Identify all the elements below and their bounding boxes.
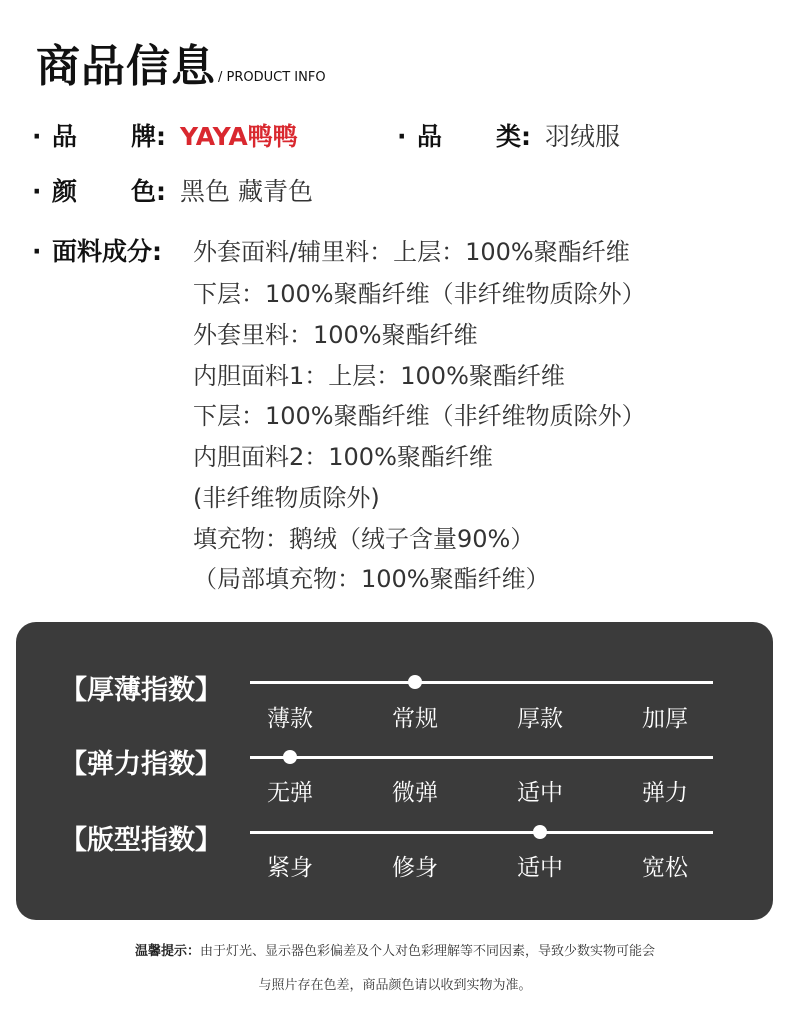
color-value: 黑色 藏青色	[180, 177, 313, 206]
notice-line-1	[0, 940, 790, 959]
category-row	[397, 122, 620, 152]
notice-line-2: 与照片存在色差，商品颜色请以收到实物为准。	[258, 978, 532, 993]
fit-option: 适中	[517, 855, 563, 881]
fabric-line: 下层：100%聚酯纤维（非纤维物质除外）	[193, 402, 646, 430]
elasticity-scale-marker	[283, 750, 297, 764]
color-row	[32, 177, 313, 207]
fabric-line: 外套面料/辅里料：上层：100%聚酯纤维	[193, 238, 630, 266]
notice-label: 温馨提示：	[134, 944, 200, 959]
fabric-line: 填充物：鹅绒（绒子含量90%）	[193, 525, 535, 553]
bullet: ·	[32, 122, 42, 151]
title-subtitle: / PRODUCT INFO	[218, 70, 326, 85]
category-label-2: 类:	[496, 122, 532, 151]
bullet: ·	[397, 122, 407, 151]
thickness-option: 薄款	[267, 706, 313, 732]
color-label-1: 颜	[52, 177, 78, 206]
category-label-1: 品	[417, 122, 443, 151]
fit-option: 修身	[392, 855, 438, 881]
fit-index-title: 【版型指数】	[60, 825, 222, 856]
color-label-2: 色:	[131, 177, 167, 206]
elasticity-index-title: 【弹力指数】	[60, 749, 222, 780]
fabric-line: 内胆面料1：上层：100%聚酯纤维	[193, 362, 565, 390]
fabric-line: （局部填充物：100%聚酯纤维）	[193, 565, 550, 593]
brand-label-2: 牌:	[131, 122, 167, 151]
thickness-index-title: 【厚薄指数】	[60, 675, 222, 706]
elasticity-option: 无弹	[267, 780, 313, 806]
fit-option: 宽松	[642, 855, 688, 881]
fit-option: 紧身	[267, 855, 313, 881]
thickness-option: 常规	[392, 706, 438, 732]
notice-text-1: 由于灯光、显示器色彩偏差及个人对色彩理解等不同因素，导致少数实物可能会	[200, 944, 656, 959]
brand-label-1: 品	[52, 122, 78, 151]
bullet: ·	[32, 177, 42, 206]
thickness-scale-marker	[408, 675, 422, 689]
fabric-line: 内胆面料2：100%聚酯纤维	[193, 443, 493, 471]
fit-scale-track	[250, 831, 713, 834]
elasticity-option: 适中	[517, 780, 563, 806]
thickness-option: 厚款	[517, 706, 563, 732]
brand-row	[32, 122, 298, 152]
fabric-label: 面料成分:	[52, 237, 162, 266]
thickness-option: 加厚	[642, 706, 688, 732]
fabric-row	[32, 237, 162, 267]
fabric-line: 外套里料：100%聚酯纤维	[193, 321, 478, 349]
fabric-line: (非纤维物质除外)	[193, 484, 380, 512]
fabric-line: 下层：100%聚酯纤维（非纤维物质除外）	[193, 280, 646, 308]
thickness-scale-track	[250, 681, 713, 684]
elasticity-option: 弹力	[642, 780, 688, 806]
page-title	[36, 30, 326, 94]
index-panel	[16, 622, 773, 920]
elasticity-option: 微弹	[392, 780, 438, 806]
title-main: 商品信息	[36, 41, 216, 92]
elasticity-scale-track	[250, 756, 713, 759]
category-value: 羽绒服	[545, 122, 621, 151]
bullet: ·	[32, 237, 42, 266]
fit-scale-marker	[533, 825, 547, 839]
brand-value: YAYA鸭鸭	[180, 122, 298, 151]
